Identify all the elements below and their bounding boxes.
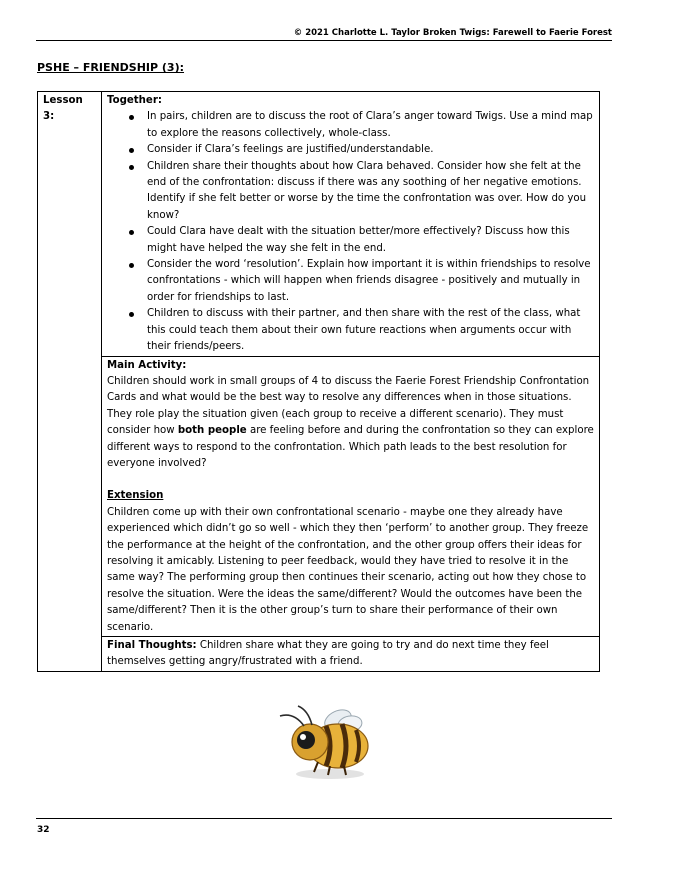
bullet-item: In pairs, children are to discuss the root of Clara’s anger toward Twigs. Use a mind map to explore the reasons collectively, whole-class.	[147, 109, 595, 142]
lesson-row-final-thoughts	[38, 637, 600, 672]
extension-title: Extension	[107, 490, 164, 502]
final-thoughts-cell	[102, 637, 600, 672]
together-bullet-list	[107, 109, 595, 355]
footer-rule	[36, 818, 612, 819]
final-thoughts-title: Final Thoughts:	[107, 640, 197, 651]
bullet-item: Consider the word ‘resolution’. Explain how important it is within friendships to resolve confrontations - which will happen when friends disagree - positively and mutually in order for friendships to last.	[147, 257, 595, 306]
main-activity-text-after: are feeling before and during the confrontation so they can explore different ways to respond to the confrontation. Which path leads to the best resolution for everyone involved?	[107, 425, 594, 469]
lesson-row-together	[38, 92, 600, 357]
extension-text: Children come up with their own confrontational scenario - maybe one they already have experienced which didn’t go so well - which they then ‘perform’ to another group. They freeze the performance at the height of the confrontation, and the other group offers their ideas for resolving it amicably. Listening to peer feedback, would they have tried to resolve it in the same way? The performing group then continues their scenario, acting out how they chose to resolve the situation. Were the ideas the same/different? Would the outcomes have been the same/different? Then it is the other group’s turn to share their performance of their own scenario.	[107, 506, 589, 633]
page-header	[36, 26, 612, 41]
main-activity-text	[107, 374, 595, 472]
page-number: 32	[37, 825, 50, 835]
copyright-text: © 2021 Charlotte L. Taylor Broken Twigs: Farewell to Faerie Forest	[293, 28, 612, 38]
spacer	[107, 472, 595, 488]
final-thoughts-text: Children share what they are going to try and do next time they feel themselves getting angry/frustrated with a friend.	[107, 640, 549, 668]
main-activity-text-before: Children should work in small groups of 4 to discuss the Faerie Forest Friendship Confrontation Cards and what would be the best way to resolve any differences when in those situations. They role play the situation given (each group to receive a different scenario). They must consider how	[107, 375, 590, 437]
main-activity-text-bold: both people	[177, 425, 247, 437]
lesson-row-main-activity	[38, 356, 600, 637]
together-cell	[102, 92, 600, 357]
main-activity-title: Main Activity:	[107, 359, 187, 371]
section-title: PSHE – FRIENDSHIP (3):	[37, 61, 185, 74]
lesson-label: Lesson 3:	[38, 92, 102, 672]
bullet-item: Consider if Clara’s feelings are justified/understandable.	[147, 142, 595, 158]
bee-illustration	[268, 702, 380, 782]
bullet-item: Children share their thoughts about how Clara behaved. Consider how she felt at the end of the confrontation: discuss if there was any soothing of her negative emotions. Identify if she felt better or worse by the time the confrontation was over. How do you know?	[147, 159, 595, 225]
together-title: Together:	[107, 95, 162, 106]
lesson-table	[37, 91, 600, 672]
bullet-item: Could Clara have dealt with the situation better/more effectively? Discuss how this might have helped the way she felt in the end.	[147, 224, 595, 257]
bullet-item: Children to discuss with their partner, and then share with the rest of the class, what this could teach them about their own future reactions when arguments occur with their friends/peers.	[147, 306, 595, 355]
main-activity-cell	[102, 356, 600, 637]
bee-icon	[268, 702, 380, 782]
